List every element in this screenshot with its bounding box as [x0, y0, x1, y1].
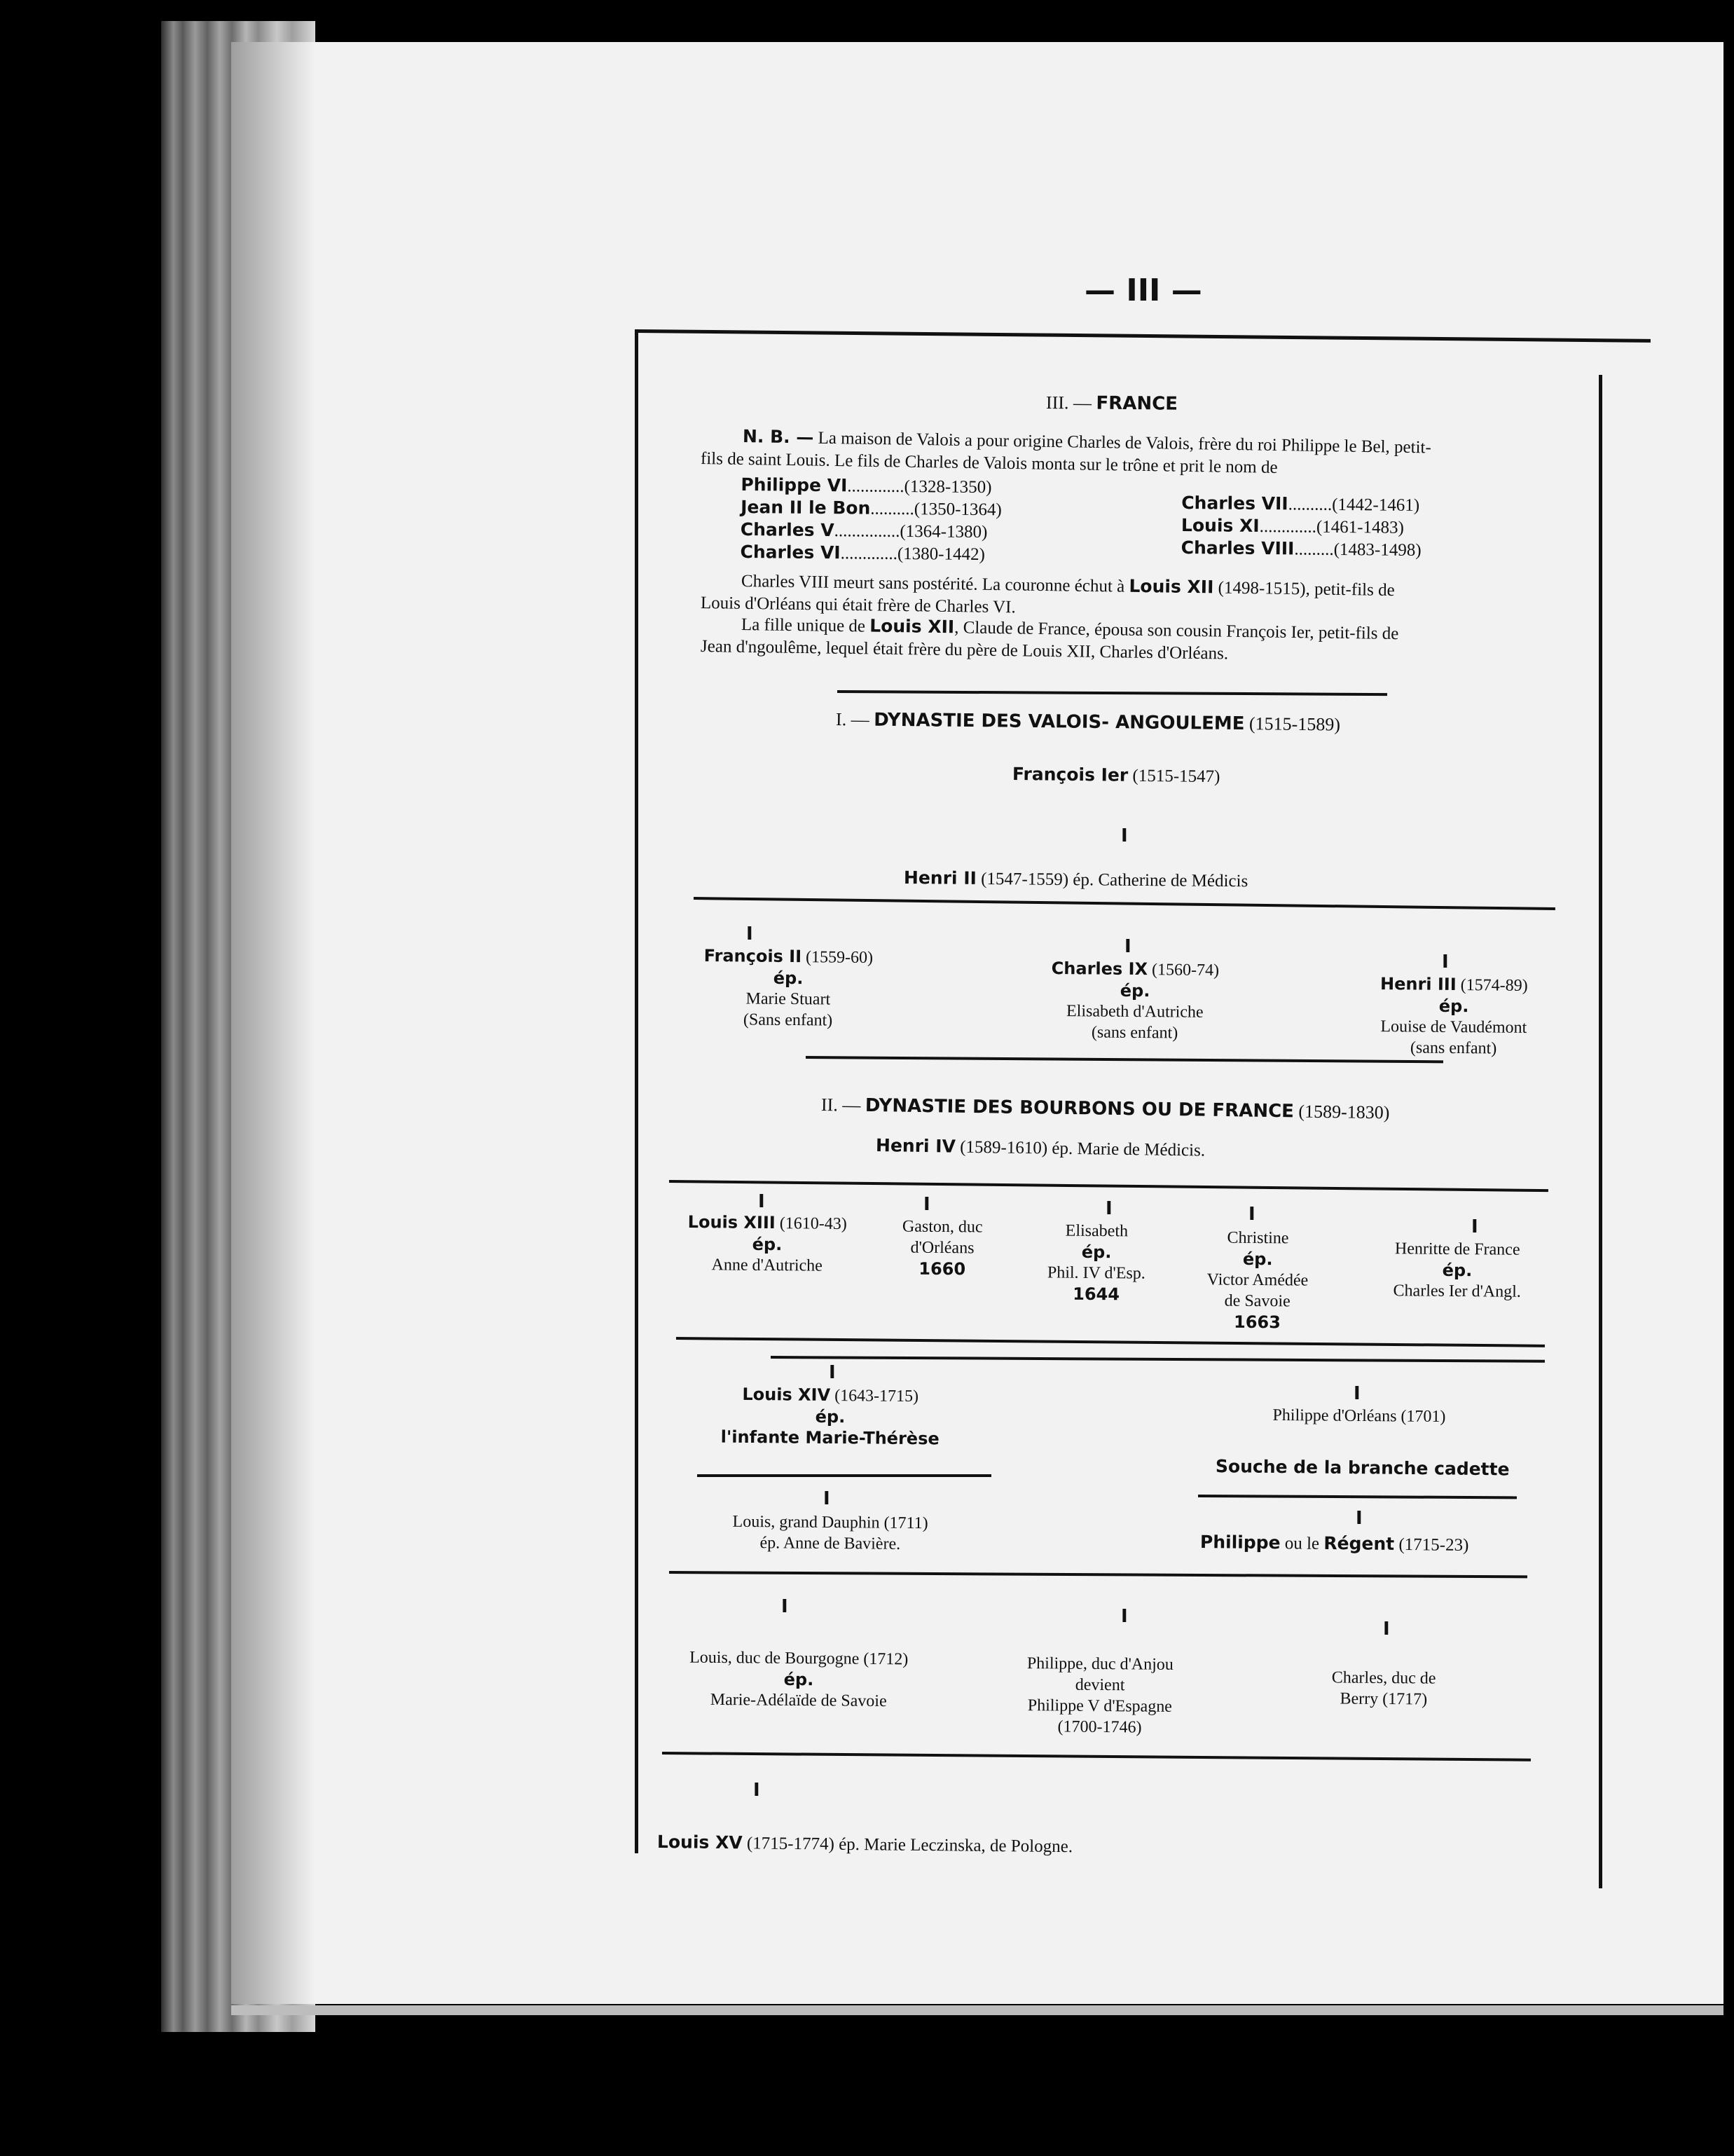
descent-tick: I	[781, 1596, 788, 1617]
duc-de-bourgogne: Louis, duc de Bourgogne (1712) ép. Marie-Adélaïde de Savoie	[689, 1648, 909, 1711]
descent-tick: I	[1106, 1198, 1113, 1219]
descent-tick: I	[1121, 825, 1128, 846]
grand-dauphin: Louis, grand Dauphin (1711) ép. Anne de Bavière.	[732, 1512, 928, 1553]
henri-2: Henri II (1547-1559) ép. Catherine de Médicis	[903, 867, 1248, 891]
king-row: Philippe VI.............(1328-1350)	[741, 474, 992, 497]
descent-tick: I	[1354, 1383, 1361, 1404]
para3-line-2: Jean d'ngoulême, lequel était frère du père de Louis XII, Charles d'Orléans.	[700, 637, 1229, 664]
frame-right-border	[1599, 375, 1602, 1888]
bourbon-child-henriette: Henritte de France ép. Charles Ier d'Angl.	[1393, 1240, 1521, 1301]
descent-tick: I	[1248, 1204, 1255, 1225]
bourbon-child-gaston: Gaston, duc d'Orléans 1660	[902, 1217, 983, 1279]
descent-tick: I	[1471, 1216, 1478, 1237]
descent-tick: I	[758, 1191, 765, 1212]
descent-tick: I	[823, 1488, 830, 1509]
descent-tick: I	[1356, 1508, 1363, 1529]
descent-tick: I	[829, 1362, 836, 1383]
francois-1er: François Ier (1515-1547)	[1012, 764, 1220, 787]
section-header	[1046, 392, 1178, 415]
descent-tick: I	[746, 923, 753, 945]
nb-lead: N. B. —	[742, 426, 814, 448]
divider-rule	[697, 1474, 991, 1477]
descent-tick: I	[1124, 936, 1131, 957]
valois-child-francois-2: François II (1559-60) ép. Marie Stuart (Sans enfant)	[703, 945, 874, 1030]
page-bottom-edge	[231, 2005, 1723, 2015]
valois-child-charles-9: Charles IX (1560-74) ép. Elisabeth d'Autriche (sans enfant)	[1051, 958, 1220, 1043]
para2-line-2: Louis d'Orléans qui était frère de Charles VI.	[700, 593, 1016, 617]
branche-cadette: Souche de la branche cadette	[1215, 1456, 1510, 1480]
duc-de-berry: Charles, duc de Berry (1717)	[1331, 1668, 1436, 1709]
king-row: Charles V...............(1364-1380)	[740, 519, 988, 542]
bourbon-child-christine: Christine ép. Victor Amédée de Savoie 1663	[1206, 1228, 1309, 1333]
bourbons-dynasty-title: II. — DYNASTIE DES BOURBONS OU DE FRANCE (1589-1830)	[820, 1094, 1390, 1123]
valois-dynasty-title: I. — DYNASTIE DES VALOIS- ANGOULEME (1515-1589)	[835, 709, 1341, 735]
king-row: Jean II le Bon..........(1350-1364)	[741, 497, 1002, 520]
bourbon-child-louis-13: Louis XIII (1610-43) ép. Anne d'Autriche	[687, 1212, 847, 1275]
nb-text-1: La maison de Valois a pour origine Charles de Valois, frère du roi Philippe le Bel, petit-	[818, 428, 1432, 458]
header-roman: III. —	[1045, 392, 1092, 413]
henri-4: Henri IV (1589-1610) ép. Marie de Médicis.	[875, 1135, 1206, 1160]
duc-d-anjou: Philippe, duc d'Anjou devient Philippe V d'Espagne (1700-1746)	[1026, 1654, 1174, 1737]
nb-line-2: fils de saint Louis. Le fils de Charles de Valois monta sur le trône et prit le nom de	[700, 449, 1278, 477]
descent-tick: I	[1442, 952, 1449, 973]
page-gutter-shadow	[231, 42, 315, 2004]
king-row: Charles VII..........(1442-1461)	[1181, 493, 1420, 515]
king-row: Charles VIII.........(1483-1498)	[1181, 537, 1422, 560]
descent-tick: I	[923, 1194, 930, 1215]
valois-child-henri-3: Henri III (1574-89) ép. Louise de Vaudémont (sans enfant)	[1379, 974, 1528, 1058]
king-row: Louis XI.............(1461-1483)	[1181, 515, 1404, 537]
descent-tick: I	[753, 1780, 760, 1801]
para2-line-1: Charles VIII meurt sans postérité. La couronne échut à Louis XII (1498-1515), petit-fils de	[741, 572, 1395, 600]
kings-right-list	[1181, 492, 1422, 561]
regent: Philippe ou le Régent (1715-23)	[1199, 1532, 1469, 1556]
bourbon-child-elisabeth: Elisabeth ép. Phil. IV d'Esp. 1644	[1047, 1221, 1145, 1305]
louis-14: Louis XIV (1643-1715) ép. l'infante Marie-Thérèse	[720, 1384, 940, 1449]
header-title: FRANCE	[1096, 392, 1178, 415]
frame-left-border	[635, 329, 638, 1853]
page-number: — III —	[1085, 273, 1202, 308]
king-row: Charles VI.............(1380-1442)	[740, 541, 986, 565]
descent-tick: I	[1121, 1606, 1128, 1627]
para3-line-1: La fille unique de Louis XII, Claude de France, épousa son cousin François Ier, petit-fils de	[741, 615, 1399, 644]
descent-tick: I	[1383, 1619, 1390, 1640]
louis-15: Louis XV (1715-1774) ép. Marie Leczinska, de Pologne.	[656, 1832, 1073, 1857]
philippe-orleans: Philippe d'Orléans (1701)	[1272, 1406, 1446, 1427]
kings-left-list	[740, 474, 1002, 565]
